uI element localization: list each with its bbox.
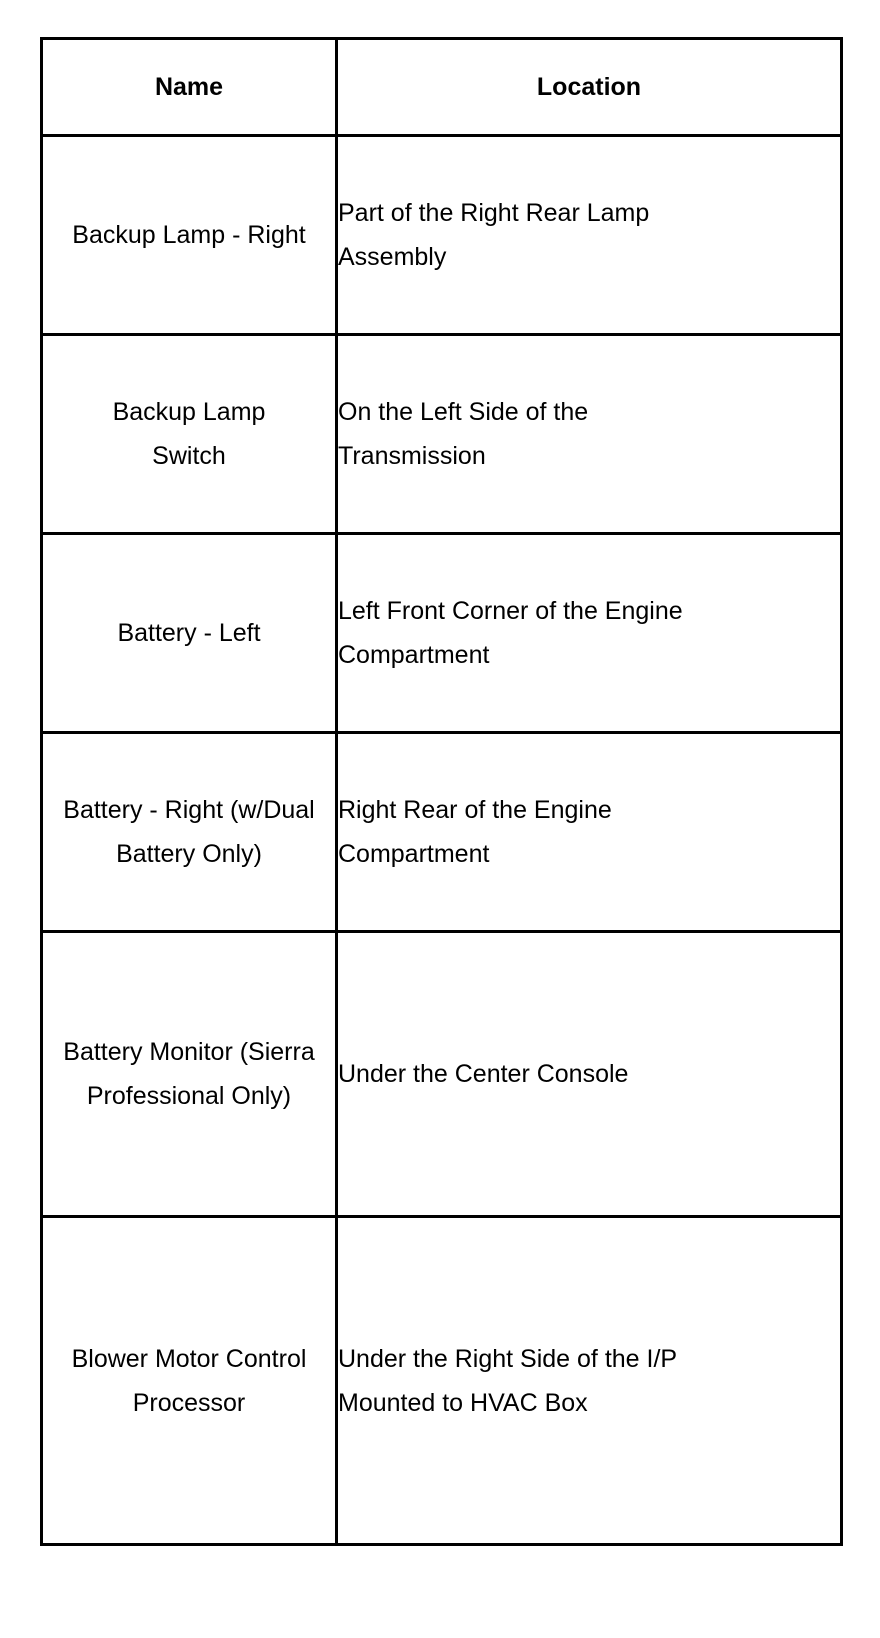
location-cell <box>337 335 842 534</box>
location-cell <box>337 136 842 335</box>
location-cell <box>337 1217 842 1545</box>
location-text: Under the Right Side of the I/P Mounted to HVAC Box <box>338 1344 677 1417</box>
name-cell <box>42 932 337 1217</box>
location-cell <box>337 534 842 733</box>
component-location-table <box>40 37 843 1546</box>
location-cell <box>337 932 842 1217</box>
name-cell <box>42 1217 337 1545</box>
name-text: Blower Motor Control Processor <box>71 1344 307 1417</box>
name-text: Battery - Right (w/Dual Battery Only) <box>63 796 315 868</box>
location-text: Right Rear of the Engine Compartment <box>338 796 612 868</box>
location-text: Under the Center Console <box>338 1060 629 1088</box>
table-row <box>42 534 842 733</box>
location-text: On the Left Side of the Transmission <box>338 398 589 470</box>
table-row <box>42 136 842 335</box>
name-text: Battery - Left <box>117 619 261 647</box>
table-row <box>42 932 842 1217</box>
name-cell <box>42 534 337 733</box>
table-row <box>42 335 842 534</box>
location-cell <box>337 733 842 932</box>
name-text: Backup Lamp Switch <box>112 398 266 470</box>
column-header-name: Name <box>42 39 337 136</box>
column-header-location: Location <box>337 39 842 136</box>
name-cell <box>42 335 337 534</box>
table-header-row <box>42 39 842 136</box>
table-row <box>42 733 842 932</box>
name-cell <box>42 136 337 335</box>
location-text: Left Front Corner of the Engine Compartment <box>338 597 683 669</box>
location-text: Part of the Right Rear Lamp Assembly <box>338 199 650 271</box>
name-cell <box>42 733 337 932</box>
name-text: Battery Monitor (Sierra Professional Only) <box>63 1038 315 1110</box>
table-row <box>42 1217 842 1545</box>
name-text: Backup Lamp - Right <box>72 221 306 249</box>
